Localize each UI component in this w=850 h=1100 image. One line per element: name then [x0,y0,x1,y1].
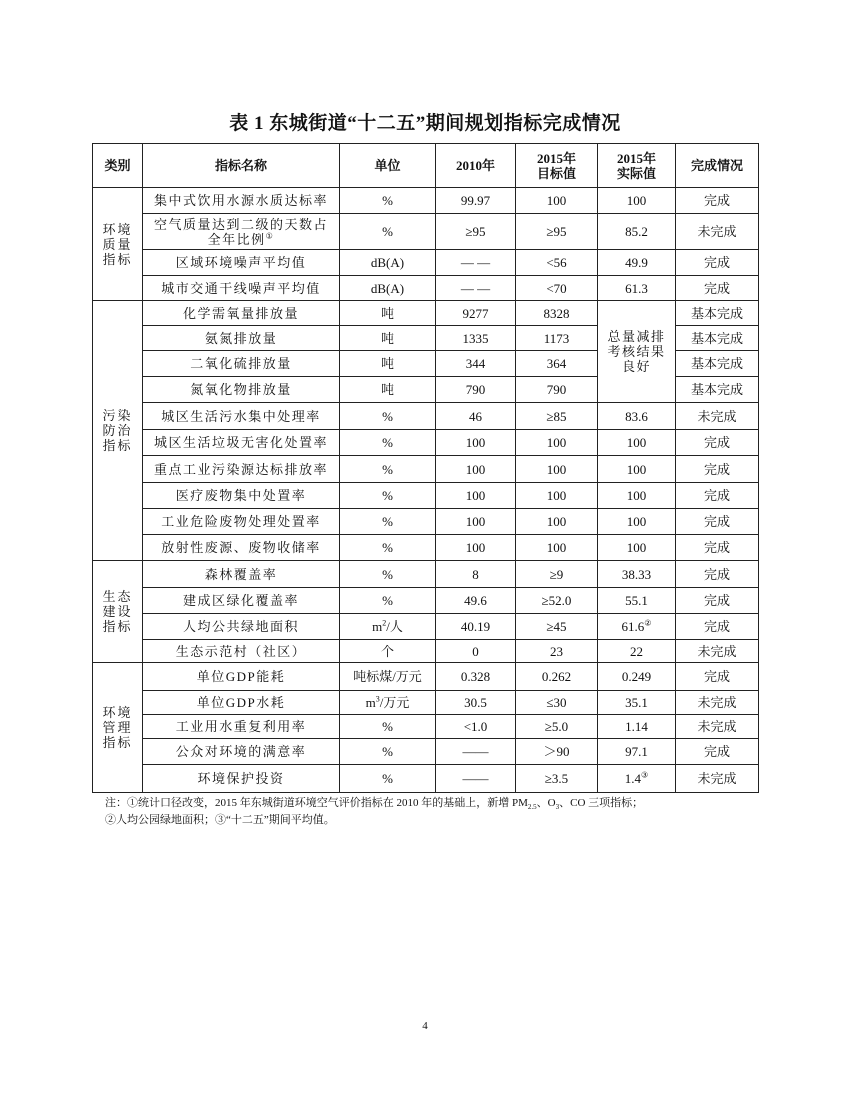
table-row [93,691,759,715]
value-actual: 100 [598,483,676,509]
table-row [93,301,759,326]
value-target: <70 [516,276,598,301]
category-pollution-line2: 防治 [102,423,133,438]
header-2010: 2010年 [436,144,516,188]
indicator-name: 二氧化硫排放量 [143,351,340,377]
unit-cell: 个 [340,640,436,663]
value-target: ≥9 [516,561,598,588]
value-actual: 97.1 [598,739,676,765]
status-cell: 完成 [676,739,759,765]
value-2010: 790 [436,377,516,403]
value-2010: 100 [436,456,516,483]
table-row [93,483,759,509]
category-management-line3: 指标 [102,735,133,750]
header-actual-line2: 实际值 [616,165,656,181]
unit-cell: 吨 [340,326,436,351]
indicator-name: 人均公共绿地面积 [143,614,340,640]
unit-cell: % [340,188,436,214]
table-row [93,188,759,214]
value-2010: 100 [436,509,516,535]
value-2010: —— [436,765,516,793]
value-2010: <1.0 [436,715,516,739]
value-target: ≥45 [516,614,598,640]
footnote-marker: ① [265,231,275,241]
value-actual: 100 [598,188,676,214]
value-target: ≥85 [516,403,598,430]
category-pollution [93,301,143,561]
note-line-1 [105,795,785,812]
value-target: 8328 [516,301,598,326]
status-cell: 基本完成 [676,351,759,377]
category-ecology-line1: 生态 [102,589,133,604]
indicator-name: 医疗废物集中处置率 [143,483,340,509]
value-2010: — — [436,276,516,301]
unit-cell: % [340,588,436,614]
status-cell: 未完成 [676,765,759,793]
value-target: ≤30 [516,691,598,715]
indicator-name: 氮氧化物排放量 [143,377,340,403]
header-actual [598,144,676,188]
indicator-name [143,214,340,250]
value-target: 100 [516,430,598,456]
value-2010: 49.6 [436,588,516,614]
value-actual: 85.2 [598,214,676,250]
footnote-marker: ③ [641,770,649,780]
value-2010: 100 [436,430,516,456]
value-2010: 0.328 [436,663,516,691]
table-row [93,663,759,691]
unit-cell: % [340,483,436,509]
unit-cell [340,614,436,640]
unit-cell: 吨 [340,377,436,403]
unit-cell: dB(A) [340,276,436,301]
table-row [93,739,759,765]
unit-superscript: 2 [382,618,387,628]
value-target: 0.262 [516,663,598,691]
unit-cell: % [340,739,436,765]
status-cell: 完成 [676,430,759,456]
table-row [93,214,759,250]
table-row [93,614,759,640]
status-cell: 完成 [676,483,759,509]
table-row [93,715,759,739]
unit-base: m [365,695,376,710]
indicator-name: 工业危险废物处理处置率 [143,509,340,535]
indicator-name: 氨氮排放量 [143,326,340,351]
table-title: 表 1 东城街道“十二五”期间规划指标完成情况 [229,113,621,134]
table-row [93,403,759,430]
value-target: ≥3.5 [516,765,598,793]
note-subscript-pm25: 2.5 [527,803,537,812]
table-row [93,588,759,614]
indicator-name: 化学需氧量排放量 [143,301,340,326]
unit-cell: % [340,509,436,535]
value-2010: 344 [436,351,516,377]
table-row [93,276,759,301]
value-actual: 49.9 [598,250,676,276]
status-cell: 完成 [676,509,759,535]
unit-cell: % [340,403,436,430]
status-cell: 完成 [676,188,759,214]
status-cell: 完成 [676,276,759,301]
header-category: 类别 [93,144,143,188]
value-target: ＞90 [516,739,598,765]
value-target: 100 [516,535,598,561]
indicator-name: 集中式饮用水源水质达标率 [143,188,340,214]
status-cell: 未完成 [676,214,759,250]
category-ecology [93,561,143,663]
value-actual: 100 [598,535,676,561]
table-row [93,561,759,588]
indicator-name: 生态示范村（社区） [143,640,340,663]
indicator-table [92,143,759,793]
value-target: 100 [516,483,598,509]
value-2010: 46 [436,403,516,430]
status-cell: 基本完成 [676,377,759,403]
value-actual [598,765,676,793]
unit-cell: 吨 [340,351,436,377]
status-cell: 未完成 [676,691,759,715]
value-target: ≥52.0 [516,588,598,614]
unit-cell: 吨 [340,301,436,326]
status-cell: 未完成 [676,403,759,430]
unit-base: m [372,619,383,634]
category-management [93,663,143,793]
value-2010: 1335 [436,326,516,351]
value-actual: 22 [598,640,676,663]
value-actual: 1.14 [598,715,676,739]
table-row [93,430,759,456]
indicator-name-line2 [145,232,337,247]
value-2010: 40.19 [436,614,516,640]
note-line-2: ②人均公园绿地面积；③“十二五”期间平均值。 [105,814,335,826]
table-row [93,456,759,483]
value-actual: 100 [598,456,676,483]
category-ecology-line2: 建设 [102,604,133,619]
unit-rest: /人 [386,619,403,634]
header-target-line1: 2015年 [536,150,576,166]
category-env-quality [93,188,143,301]
indicator-name: 城区生活污水集中处理率 [143,403,340,430]
value-actual: 35.1 [598,691,676,715]
indicator-name: 单位GDP水耗 [143,691,340,715]
value-actual-number: 1.4 [624,771,642,786]
status-cell: 基本完成 [676,326,759,351]
value-2010: ≥95 [436,214,516,250]
value-actual: 55.1 [598,588,676,614]
merged-actual-line1: 总量减排 [607,329,666,344]
merged-actual-line2: 考核结果 [607,344,666,359]
page-number: 4 [422,1020,428,1032]
indicator-name: 单位GDP能耗 [143,663,340,691]
value-2010: 9277 [436,301,516,326]
unit-cell [340,691,436,715]
value-actual: 0.249 [598,663,676,691]
value-2010: 99.97 [436,188,516,214]
header-indicator: 指标名称 [143,144,340,188]
table-row [93,509,759,535]
unit-cell: % [340,765,436,793]
value-2010: —— [436,739,516,765]
header-target-line2: 目标值 [536,165,576,181]
category-env-quality-line3: 指标 [102,251,133,267]
indicator-name: 公众对环境的满意率 [143,739,340,765]
header-status: 完成情况 [676,144,759,188]
status-cell: 完成 [676,250,759,276]
note-subscript-o3: 3 [555,803,560,812]
table-row [93,765,759,793]
table-row [93,640,759,663]
unit-cell: % [340,430,436,456]
indicator-name: 城区生活垃圾无害化处置率 [143,430,340,456]
value-2010: 100 [436,483,516,509]
header-target [516,144,598,188]
value-actual: 61.3 [598,276,676,301]
indicator-name: 放射性废源、废物收储率 [143,535,340,561]
merged-actual-cell [598,301,676,403]
value-target: 364 [516,351,598,377]
status-cell: 完成 [676,561,759,588]
value-actual: 100 [598,430,676,456]
status-cell: 完成 [676,588,759,614]
table-row [93,535,759,561]
indicator-name-line1: 空气质量达到二级的天数占 [153,216,328,232]
value-actual-number: 61.6 [621,619,645,634]
note-line-1-part-a: 注：①统计口径改变，2015 年东城街道环境空气评价指标在 2010 年的基础上，新增 PM [105,797,528,809]
category-env-quality-line1: 环境 [102,221,133,237]
value-2010: 30.5 [436,691,516,715]
value-target: ≥95 [516,214,598,250]
unit-rest: /万元 [379,695,410,710]
value-target: 23 [516,640,598,663]
category-pollution-line1: 污染 [102,408,133,423]
value-target: 100 [516,188,598,214]
value-actual: 83.6 [598,403,676,430]
value-2010: — — [436,250,516,276]
category-ecology-line3: 指标 [102,619,133,634]
value-target: 790 [516,377,598,403]
status-cell: 完成 [676,535,759,561]
value-actual: 100 [598,509,676,535]
note-line-1-part-b: 、O [536,797,556,809]
unit-cell: 吨标煤/万元 [340,663,436,691]
header-actual-line1: 2015年 [616,150,656,166]
value-target: 100 [516,456,598,483]
status-cell: 未完成 [676,640,759,663]
unit-superscript: 3 [375,694,380,704]
value-target: <56 [516,250,598,276]
category-pollution-line3: 指标 [102,438,133,453]
unit-cell: % [340,561,436,588]
value-target: 100 [516,509,598,535]
indicator-name: 建成区绿化覆盖率 [143,588,340,614]
category-management-line2: 管理 [102,720,133,735]
indicator-name: 森林覆盖率 [143,561,340,588]
status-cell: 完成 [676,456,759,483]
category-env-quality-line2: 质量 [102,236,133,252]
category-management-line1: 环境 [102,705,133,720]
header-unit: 单位 [340,144,436,188]
indicator-name: 工业用水重复利用率 [143,715,340,739]
unit-cell: % [340,535,436,561]
merged-actual-line3: 良好 [621,359,651,374]
unit-cell: dB(A) [340,250,436,276]
footnote-marker: ② [644,618,652,628]
indicator-name: 城市交通干线噪声平均值 [143,276,340,301]
unit-cell: % [340,456,436,483]
indicator-name: 区域环境噪声平均值 [143,250,340,276]
table-header-row [93,144,759,188]
indicator-name: 重点工业污染源达标排放率 [143,456,340,483]
table-row [93,250,759,276]
table-notes [105,795,785,829]
status-cell: 完成 [676,663,759,691]
status-cell: 完成 [676,614,759,640]
value-2010: 8 [436,561,516,588]
unit-cell: % [340,214,436,250]
value-target: ≥5.0 [516,715,598,739]
value-target: 1173 [516,326,598,351]
value-2010: 0 [436,640,516,663]
unit-cell: % [340,715,436,739]
status-cell: 基本完成 [676,301,759,326]
value-2010: 100 [436,535,516,561]
value-actual [598,614,676,640]
value-actual: 38.33 [598,561,676,588]
indicator-name-line2-text: 全年比例 [207,231,266,247]
note-line-1-part-c: 、CO 三项指标； [559,797,644,809]
indicator-name: 环境保护投资 [143,765,340,793]
status-cell: 未完成 [676,715,759,739]
